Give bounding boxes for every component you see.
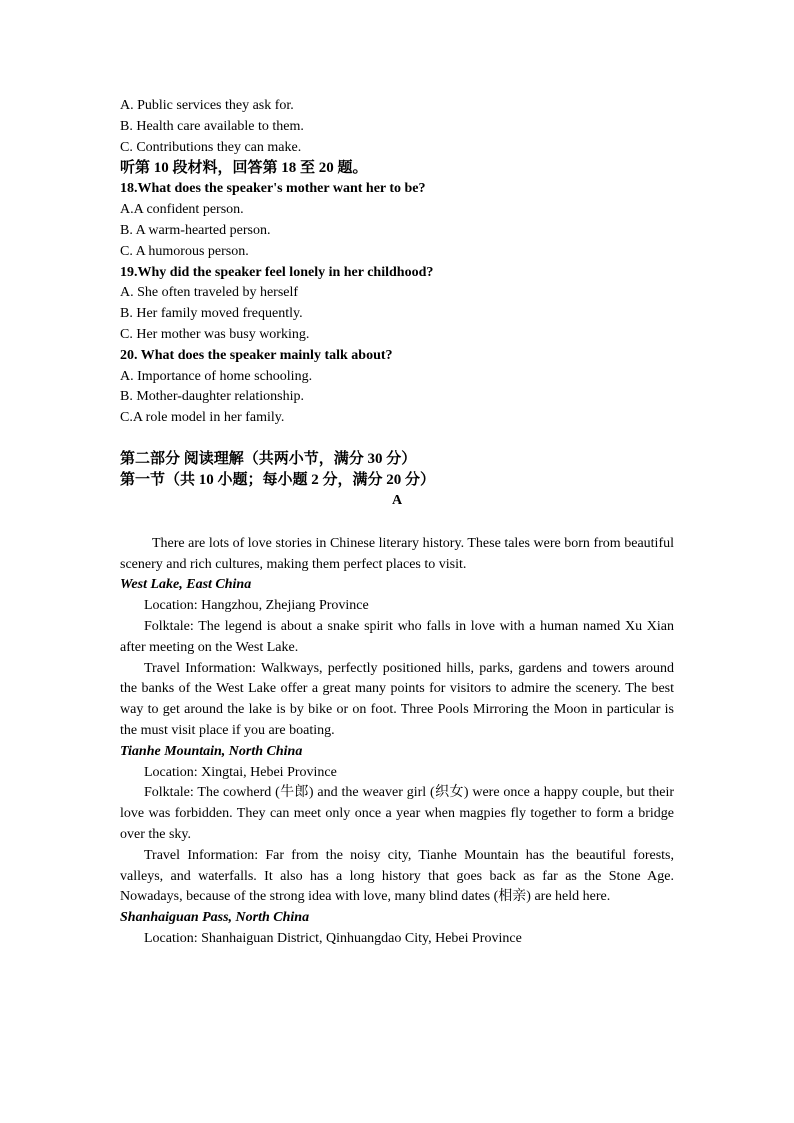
tianhe-location: Location: Xingtai, Hebei Province bbox=[144, 764, 337, 780]
q17-option-c: C. Contributions they can make. bbox=[120, 139, 302, 155]
west-lake-location: Location: Hangzhou, Zhejiang Province bbox=[144, 598, 369, 614]
tianhe-travel-info: Travel Information: Far from the noisy city, Tianhe Mountain has the beautiful forests, valleys, and waterfalls. It also has a long history that goes back as far as the Stone Age. Nowadays, because of the strong idea with love, many blind dates (相亲) are held here. bbox=[120, 847, 674, 905]
q20-option-a: A. Importance of home schooling. bbox=[120, 368, 313, 384]
place-title-shanhaiguan-pass: Shanhaiguan Pass, North China bbox=[120, 910, 310, 926]
q20-stem: 20. What does the speaker mainly talk about? bbox=[120, 347, 393, 363]
part-two-heading: 第二部分 阅读理解（共两小节，满分 30 分） bbox=[120, 450, 417, 467]
q17-option-b: B. Health care available to them. bbox=[120, 118, 304, 134]
shanhaiguan-location: Location: Shanhaiguan District, Qinhuangdao City, Hebei Province bbox=[144, 930, 522, 946]
q19-option-c: C. Her mother was busy working. bbox=[120, 326, 310, 342]
west-lake-folktale: Folktale: The legend is about a snake spirit who falls in love with a human named Xu Xian after meeting on the West Lake. bbox=[120, 618, 674, 655]
q19-option-b: B. Her family moved frequently. bbox=[120, 306, 303, 322]
q17-option-a: A. Public services they ask for. bbox=[120, 98, 294, 113]
q20-option-b: B. Mother-daughter relationship. bbox=[120, 389, 305, 405]
passage-intro: There are lots of love stories in Chinese literary history. These tales were born from beautiful scenery and rich cultures, making them perfect places to visit. bbox=[120, 535, 674, 572]
section-one-heading: 第一节（共 10 小题；每小题 2 分，满分 20 分） bbox=[120, 471, 436, 488]
q20-option-c: C.A role model in her family. bbox=[120, 410, 285, 426]
place-title-west-lake: West Lake, East China bbox=[120, 577, 252, 593]
q19-option-a: A. She often traveled by herself bbox=[120, 285, 299, 301]
passage-label: A bbox=[391, 492, 403, 508]
q18-option-b: B. A warm-hearted person. bbox=[120, 222, 271, 238]
spacer bbox=[120, 429, 674, 449]
q18-stem: 18.What does the speaker's mother want her to be? bbox=[120, 181, 426, 197]
exam-page bbox=[120, 96, 674, 950]
tianhe-folktale: Folktale: The cowherd (牛郎) and the weaver girl (织女) were once a happy couple, but their love was forbidden. They can meet only once a year when magpies fly together to form a bridge over the sky. bbox=[120, 785, 674, 842]
q18-option-a: A.A confident person. bbox=[120, 202, 244, 218]
spacer bbox=[120, 512, 674, 534]
q19-stem: 19.Why did the speaker feel lonely in her childhood? bbox=[120, 264, 434, 280]
q18-option-c: C. A humorous person. bbox=[120, 243, 249, 259]
place-title-tianhe-mountain: Tianhe Mountain, North China bbox=[120, 743, 303, 759]
west-lake-travel-info: Travel Information: Walkways, perfectly positioned hills, parks, gardens and towers around the banks of the West Lake offer a great many points for visitors to admire the scenery. The best way to get around the lake is by bike or on foot. Three Pools Mirroring the Moon in particular is the must visit place if you are boating. bbox=[120, 660, 674, 738]
section-10-instruction: 听第 10 段材料，回答第 18 至 20 题。 bbox=[120, 160, 368, 177]
